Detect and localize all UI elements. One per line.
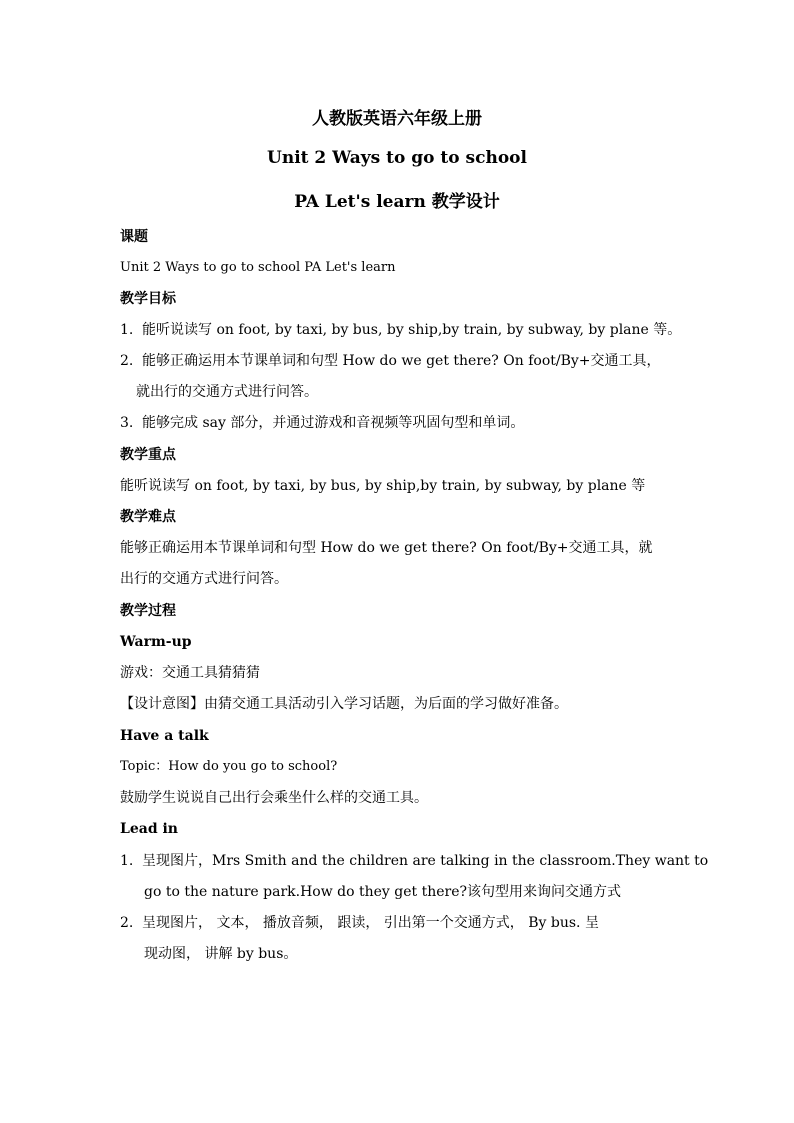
title-line-2: Unit 2 Ways to go to school (267, 148, 527, 168)
goal-item (120, 351, 690, 371)
goal-text: 能听说读写 on foot, by taxi, by bus, by ship,by train, by subway, by plane 等。 (142, 322, 682, 338)
topic-text: Unit 2 Ways to go to school PA Let's learn (120, 260, 396, 275)
difficulty-heading: 教学难点 (120, 509, 176, 525)
warmup-intent: 【设计意图】由猜交通工具活动引入学习话题，为后面的学习做好准备。 (120, 696, 568, 712)
leadin-item (120, 851, 709, 871)
goal-text: 能够完成 say 部分，并通过游戏和音视频等巩固句型和单词。 (142, 415, 525, 431)
leadin-item (120, 913, 690, 933)
leadin-number: 1. (120, 853, 134, 869)
key-heading: 教学重点 (120, 447, 176, 463)
warmup-game: 游戏：交通工具猜猜猜 (120, 665, 260, 681)
leadin-text: 呈现图片， 文本， 播放音频， 跟读， 引出第一个交通方式， By bus. 呈 (142, 915, 599, 931)
talk-heading: Have a talk (120, 728, 209, 744)
title-line-3: PA Let's learn 教学设计 (294, 192, 500, 212)
goal-text: 能够正确运用本节课单词和句型 How do we get there? On foot/By+交通工具， (142, 353, 661, 369)
leadin-continuation: go to the nature park.How do they get there?该句型用来询问交通方式 (144, 884, 622, 900)
goal-number: 3. (120, 415, 134, 431)
leadin-text: 呈现图片，Mrs Smith and the children are talking in the classroom.They want to (142, 853, 709, 869)
goal-number: 2. (120, 353, 134, 369)
goal-item (120, 413, 690, 433)
goal-number: 1. (120, 322, 134, 338)
talk-topic: Topic：How do you go to school? (120, 759, 338, 774)
goal-item (120, 320, 690, 340)
leadin-continuation: 现动图， 讲解 by bus。 (144, 946, 298, 962)
title-line-1: 人教版英语六年级上册 (312, 109, 482, 129)
goal-continuation: 就出行的交通方式进行问答。 (136, 384, 318, 400)
difficulty-line-2: 出行的交通方式进行问答。 (120, 571, 288, 587)
process-heading: 教学过程 (120, 603, 176, 619)
difficulty-line-1: 能够正确运用本节课单词和句型 How do we get there? On foot/By+交通工具，就 (120, 540, 653, 556)
talk-text: 鼓励学生说说自己出行会乘坐什么样的交通工具。 (120, 790, 428, 806)
leadin-heading: Lead in (120, 821, 178, 837)
warmup-heading: Warm-up (120, 634, 192, 650)
topic-heading: 课题 (120, 229, 148, 245)
goals-heading: 教学目标 (120, 291, 176, 307)
key-text: 能听说读写 on foot, by taxi, by bus, by ship,by train, by subway, by plane 等 (120, 478, 646, 494)
leadin-number: 2. (120, 915, 134, 931)
